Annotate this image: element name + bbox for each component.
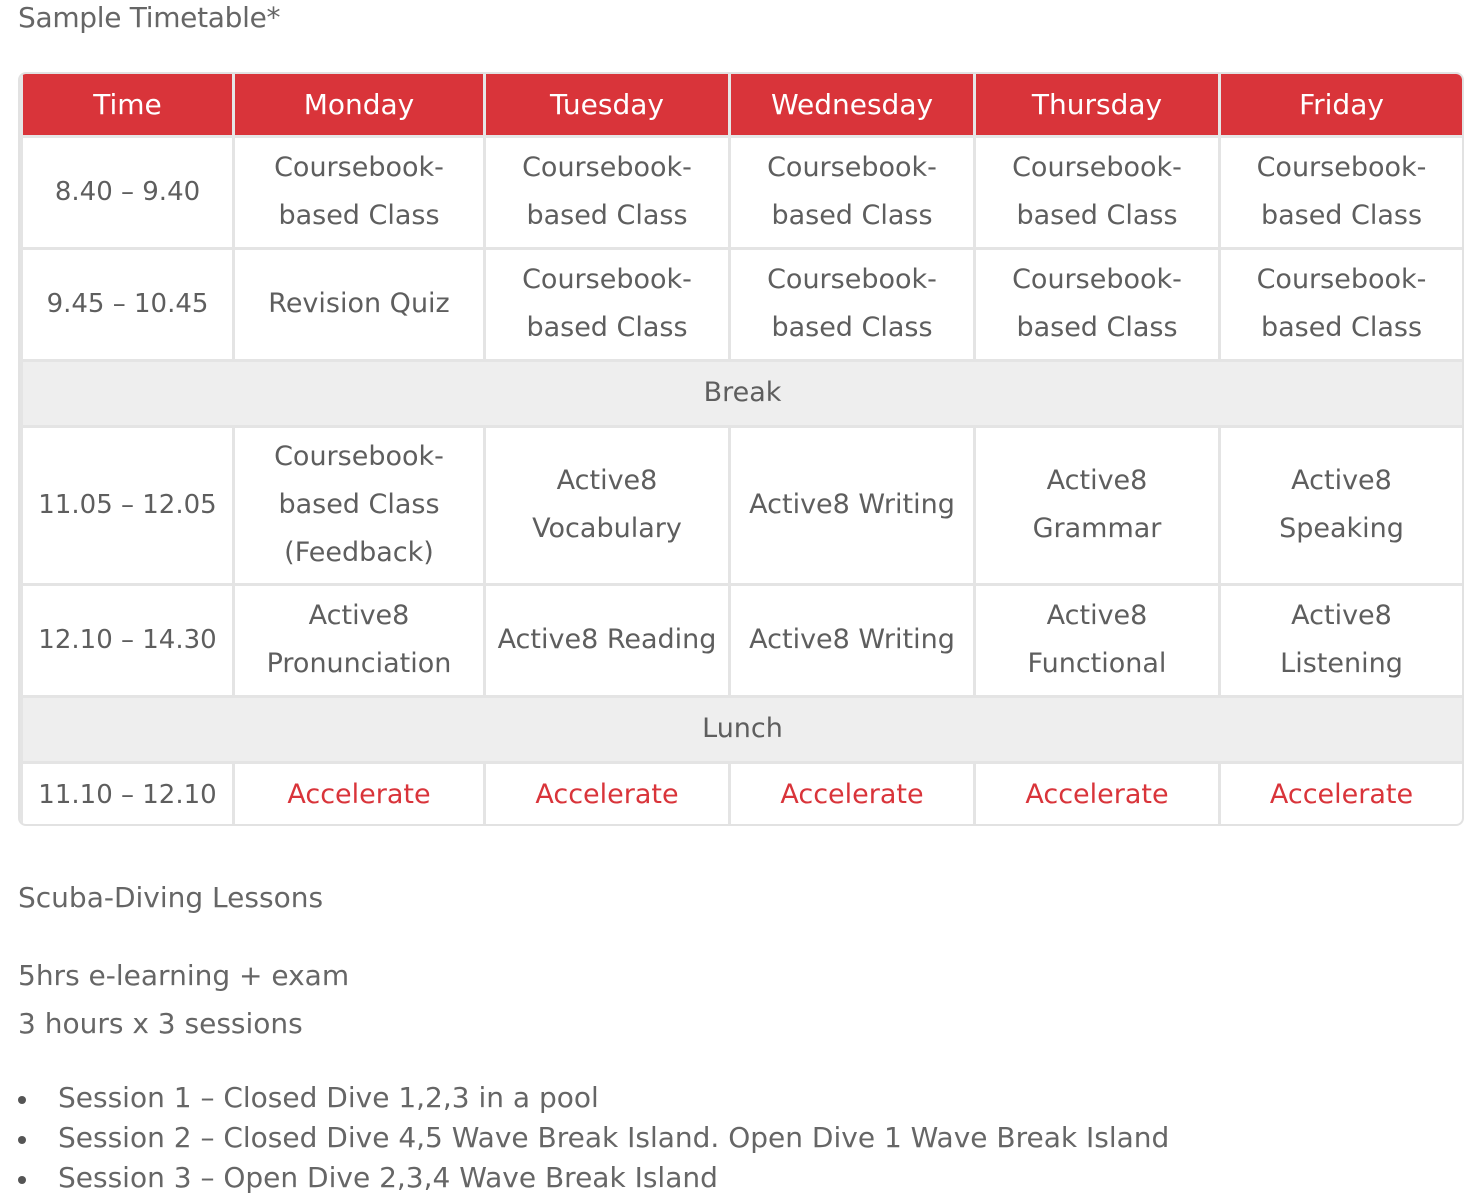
session-list xyxy=(18,1078,1169,1198)
class-cell: Active8 Reading xyxy=(485,584,730,696)
class-cell: Active8 Pronunciation xyxy=(234,584,485,696)
accelerate-cell: Accelerate xyxy=(730,762,975,826)
time-cell: 12.10 – 14.30 xyxy=(22,584,234,696)
time-cell: 8.40 – 9.40 xyxy=(22,136,234,248)
session-text: Session 3 – Open Dive 2,3,4 Wave Break Island xyxy=(58,1161,718,1194)
info-line: 5hrs e-learning + exam xyxy=(18,959,350,992)
header-monday: Monday xyxy=(234,74,485,136)
lunch-row xyxy=(22,696,1464,762)
table-row xyxy=(22,762,1464,826)
info-line: 3 hours x 3 sessions xyxy=(18,1007,303,1040)
class-cell: Active8 Grammar xyxy=(975,426,1220,584)
class-cell: Coursebook-based Class xyxy=(485,248,730,360)
table-row xyxy=(22,248,1464,360)
break-label: Break xyxy=(22,360,1464,426)
list-item xyxy=(18,1158,1169,1198)
timetable xyxy=(18,72,1464,826)
scuba-heading: Scuba-Diving Lessons xyxy=(18,881,324,914)
header-row xyxy=(22,74,1464,136)
class-cell: Active8 Writing xyxy=(730,584,975,696)
break-row xyxy=(22,360,1464,426)
class-cell: Coursebook-based Class xyxy=(1220,248,1464,360)
class-cell: Coursebook-based Class (Feedback) xyxy=(234,426,485,584)
class-cell: Coursebook-based Class xyxy=(730,248,975,360)
session-text: Session 1 – Closed Dive 1,2,3 in a pool xyxy=(58,1081,599,1114)
class-cell: Active8 Vocabulary xyxy=(485,426,730,584)
time-cell: 11.05 – 12.05 xyxy=(22,426,234,584)
bullet-icon xyxy=(18,1136,26,1144)
list-item xyxy=(18,1118,1169,1158)
accelerate-cell: Accelerate xyxy=(1220,762,1464,826)
class-cell: Coursebook-based Class xyxy=(234,136,485,248)
class-cell: Active8 Writing xyxy=(730,426,975,584)
header-thursday: Thursday xyxy=(975,74,1220,136)
header-tuesday: Tuesday xyxy=(485,74,730,136)
class-cell: Coursebook-based Class xyxy=(975,248,1220,360)
class-cell: Coursebook-based Class xyxy=(1220,136,1464,248)
class-cell: Revision Quiz xyxy=(234,248,485,360)
class-cell: Active8 Functional xyxy=(975,584,1220,696)
bullet-icon xyxy=(18,1176,26,1184)
table-row xyxy=(22,136,1464,248)
bullet-icon xyxy=(18,1096,26,1104)
time-cell: 9.45 – 10.45 xyxy=(22,248,234,360)
list-item xyxy=(18,1078,1169,1118)
table-row xyxy=(22,584,1464,696)
table-row xyxy=(22,426,1464,584)
page-title: Sample Timetable* xyxy=(18,1,281,34)
class-cell: Coursebook-based Class xyxy=(730,136,975,248)
session-text: Session 2 – Closed Dive 4,5 Wave Break Island. Open Dive 1 Wave Break Island xyxy=(58,1121,1170,1154)
class-cell: Active8 Speaking xyxy=(1220,426,1464,584)
header-wednesday: Wednesday xyxy=(730,74,975,136)
accelerate-cell: Accelerate xyxy=(485,762,730,826)
lunch-label: Lunch xyxy=(22,696,1464,762)
class-cell: Coursebook-based Class xyxy=(485,136,730,248)
accelerate-cell: Accelerate xyxy=(975,762,1220,826)
header-time: Time xyxy=(22,74,234,136)
header-friday: Friday xyxy=(1220,74,1464,136)
class-cell: Coursebook-based Class xyxy=(975,136,1220,248)
timetable-grid xyxy=(20,74,1464,826)
accelerate-cell: Accelerate xyxy=(234,762,485,826)
time-cell: 11.10 – 12.10 xyxy=(22,762,234,826)
class-cell: Active8 Listening xyxy=(1220,584,1464,696)
